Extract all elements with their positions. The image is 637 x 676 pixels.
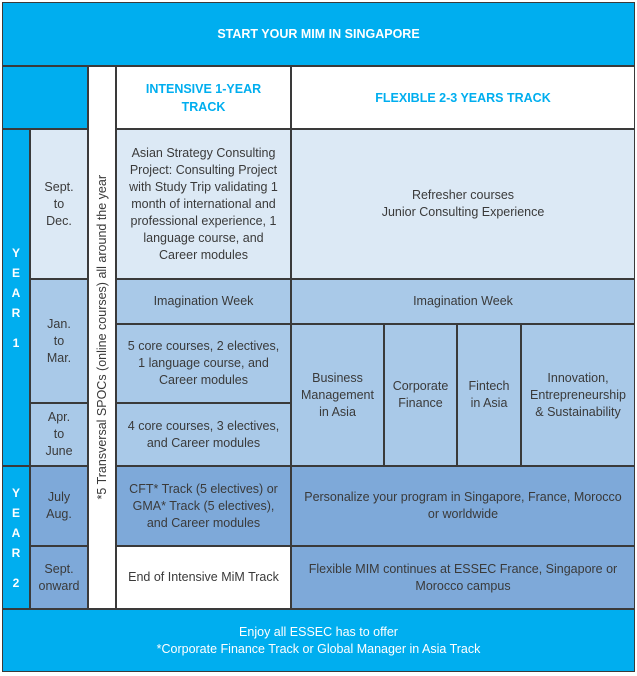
header-intensive-track: INTENSIVE 1-YEAR TRACK [116,66,291,129]
footer-line-2: *Corporate Finance Track or Global Manager in Asia Track [156,641,481,656]
flexible-track-fintech: Fintech in Asia [457,324,521,466]
intensive-sept-dec: Asian Strategy Consulting Project: Consulting Project with Study Trip validating 1 month of international and professional experience, 1 language course, and Career modules [116,129,291,279]
vertical-note: *5 Transversal SPOCs (online courses) all around the year [94,175,109,500]
header-flexible-track: FLEXIBLE 2-3 YEARS TRACK [291,66,635,129]
table-footer [2,609,635,672]
intensive-imagination-week: Imagination Week [116,279,291,324]
flexible-july-aug: Personalize your program in Singapore, France, Morocco or worldwide [291,466,635,546]
flexible-track-business-management: Business Management in Asia [291,324,384,466]
intensive-july-aug: CFT* Track (5 electives) or GMA* Track (5 electives), and Career modules [116,466,291,546]
flexible-track-corporate-finance: Corporate Finance [384,324,457,466]
intensive-jan-mar: 5 core courses, 2 electives, 1 language course, and Career modules [116,324,291,403]
period-sept-onward: Sept. onward [30,546,88,609]
period-sept-dec: Sept. to Dec. [30,129,88,279]
footer-line-1: Enjoy all ESSEC has to offer [239,624,398,639]
period-july-aug: July Aug. [30,466,88,546]
table-title: START YOUR MIM IN SINGAPORE [2,2,635,66]
flexible-track-innovation: Innovation, Entrepreneurship & Sustainability [521,324,635,466]
period-jan-mar: Jan. to Mar. [30,279,88,403]
flexible-sept-dec: Refresher courses Junior Consulting Experience [291,129,635,279]
flexible-sept-onward: Flexible MIM continues at ESSEC France, Singapore or Morocco campus [291,546,635,609]
vertical-note-cell [88,66,116,609]
year-1-label: Y E A R 1 [2,129,30,466]
intensive-apr-june: 4 core courses, 3 electives, and Career modules [116,403,291,466]
flexible-imagination-week: Imagination Week [291,279,635,324]
header-corner [2,66,88,129]
period-apr-june: Apr. to June [30,403,88,466]
year-2-label: Y E A R 2 [2,466,30,609]
intensive-sept-onward: End of Intensive MiM Track [116,546,291,609]
